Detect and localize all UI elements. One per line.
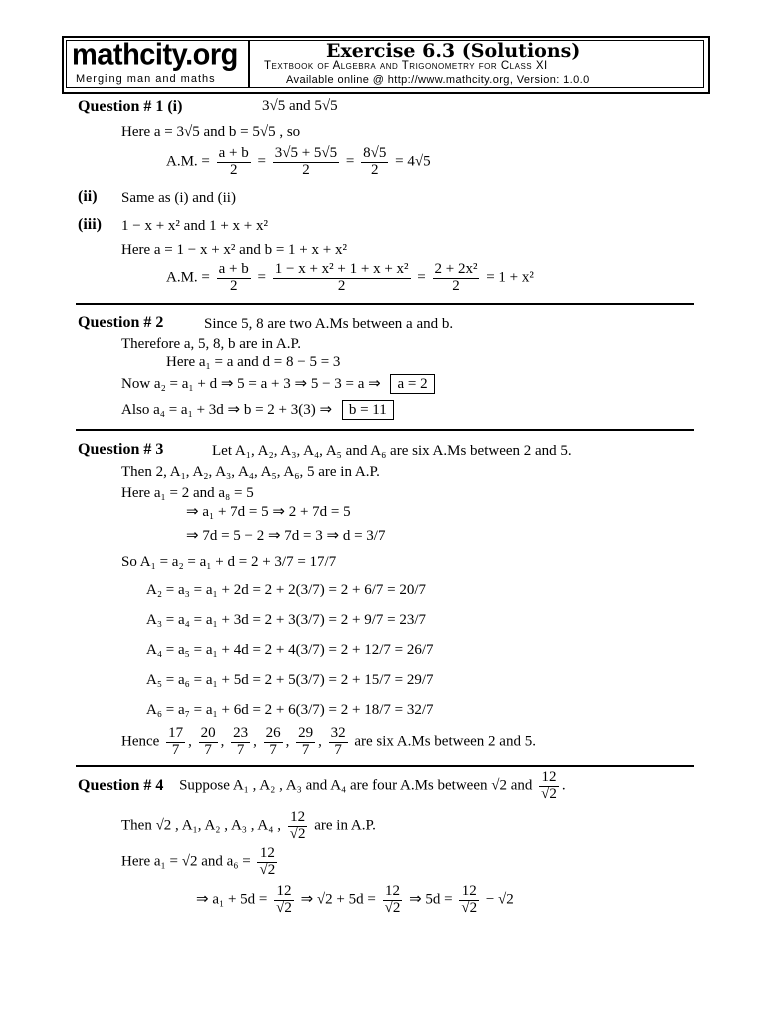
- q2-line-4: [121, 376, 435, 393]
- numerator: a + b: [218, 261, 249, 277]
- q2-also-text: Also a₄ = a₁ + 3d ⇒ b = 2 + 3(3) ⇒: [121, 402, 333, 418]
- fraction: [264, 726, 283, 759]
- numerator: a + b: [218, 145, 249, 161]
- numerator: 12: [288, 810, 308, 827]
- numerator: 12: [274, 884, 294, 901]
- am-label: A.M. =: [166, 269, 210, 286]
- q3-line-4: ⇒ a₁ + 7d = 5 ⇒ 2 + 7d = 5: [186, 504, 351, 520]
- fraction: [273, 146, 339, 179]
- q3-line-8: A₃ = a₄ = a₁ + 3d = 2 + 3(3/7) = 2 + 9/7 = 23/7: [146, 612, 427, 628]
- fraction: [166, 726, 185, 759]
- part-ii-label: (ii): [78, 188, 98, 205]
- q4-step-b: ⇒ √2 + 5d =: [300, 891, 376, 908]
- fraction: [361, 146, 388, 179]
- question-1-label: Question # 1 (i): [78, 98, 183, 115]
- answer-box-b: b = 11: [342, 400, 394, 420]
- q1-given: 3√5 and 5√5: [262, 98, 338, 114]
- q1-here: Here a = 3√5 and b = 5√5 , so: [121, 124, 301, 140]
- part-iii-text: 1 − x + x² and 1 + x + x²: [121, 218, 268, 234]
- denominator: 2: [302, 161, 310, 178]
- section-divider: [76, 429, 694, 431]
- fraction: [273, 262, 411, 295]
- denominator: 2: [229, 277, 238, 294]
- section-divider: [76, 303, 694, 305]
- question-3-label: Question # 3: [78, 441, 164, 458]
- q4-step-d: − √2: [485, 891, 514, 908]
- q3-line-1: Let A₁, A₂, A₃, A₄, A₅ and A₆ are six A.Ms between 2 and 5.: [212, 443, 572, 459]
- denominator: √2: [289, 825, 306, 842]
- numerator: 23: [233, 725, 249, 741]
- result: = 4√5: [395, 153, 431, 170]
- q3-line-9: A₄ = a₅ = a₁ + 4d = 2 + 4(3/7) = 2 + 12/7 = 26/7: [146, 642, 434, 658]
- numerator: 8√5: [363, 145, 387, 161]
- fraction: [257, 846, 277, 879]
- hence-tail: are six A.Ms between 2 and 5.: [354, 733, 536, 750]
- fraction: [199, 726, 218, 759]
- denominator: 2: [229, 161, 238, 178]
- fraction: [296, 726, 315, 759]
- q4-then-text: Then √2 , A₁, A₂ , A₃ , A₄ ,: [121, 817, 281, 834]
- fraction: [217, 262, 251, 295]
- question-4-label: Question # 4: [78, 776, 164, 794]
- numerator: 2 + 2x²: [434, 261, 478, 277]
- numerator: 3√5 + 5√5: [274, 145, 338, 161]
- numerator: 12: [539, 770, 559, 787]
- q3-hence-line: Hence $\frac{17}{7}$ , $\frac{20}{7}$ , $\frac{23}{7}$ , $\frac{26}{7}$ , $\frac{29}{7}$ , $\frac{32}{7}$ are six A.Ms between 2 and 5.: [121, 725, 536, 758]
- q3-line-10: A₅ = a₆ = a₁ + 5d = 2 + 5(3/7) = 2 + 15/7 = 29/7: [146, 672, 434, 688]
- q1-am-equation: A.M. = $\frac{a + b}{2}$ = $\frac{3√5 + 5√5}{2}$ = $\frac{8√5}{2}$ = 4√5: [166, 145, 431, 178]
- part-iii-label: (iii): [78, 216, 102, 233]
- fraction: [329, 726, 348, 759]
- numerator: 29: [298, 725, 314, 741]
- numerator: 12: [383, 884, 403, 901]
- q4-ap-text: are in A.P.: [314, 817, 376, 834]
- denominator: 2: [371, 161, 379, 178]
- denominator: 2: [337, 277, 346, 294]
- q2-now-text: Now a₂ = a₁ + d ⇒ 5 = a + 3 ⇒ 5 − 3 = a ⇒: [121, 376, 381, 392]
- q3-line-6: So A₁ = a₂ = a₁ + d = 2 + 3/7 = 17/7: [121, 554, 337, 570]
- numerator: 12: [459, 884, 479, 901]
- q4-suppose-text: Suppose A₁ , A₂ , A₃ and A₄ are four A.Ms between √2 and: [179, 777, 533, 794]
- fraction: [217, 146, 251, 179]
- q3-line-2: Then 2, A₁, A₂, A₃, A₄, A₅, A₆, 5 are in A.P.: [121, 464, 380, 480]
- numerator: 32: [330, 725, 346, 741]
- section-divider: [76, 765, 694, 767]
- part-ii-text: Same as (i) and (ii): [121, 190, 236, 206]
- q2-line-2: Therefore a, 5, 8, b are in A.P.: [121, 336, 301, 352]
- header-divider: [248, 40, 250, 88]
- numerator: 20: [200, 725, 216, 741]
- q3-line-11: A₆ = a₇ = a₁ + 6d = 2 + 6(3/7) = 2 + 18/7 = 32/7: [146, 702, 434, 718]
- denominator: 7: [334, 741, 342, 758]
- numerator: 17: [168, 725, 184, 741]
- fraction: [274, 884, 294, 917]
- fraction: [383, 884, 403, 917]
- q3-line-3: Here a₁ = 2 and a₈ = 5: [121, 485, 254, 501]
- q3-line-7: A₂ = a₃ = a₁ + 2d = 2 + 2(3/7) = 2 + 6/7 = 20/7: [146, 582, 427, 598]
- q4-here-text: Here a₁ = √2 and a₆ =: [121, 853, 251, 870]
- hence-label: Hence: [121, 733, 160, 750]
- denominator: √2: [541, 785, 557, 802]
- denominator: 7: [301, 741, 310, 758]
- availability-line: Available online @ http://www.mathcity.org, Version: 1.0.0: [286, 74, 590, 86]
- q4-line-4: [196, 884, 514, 917]
- q2-line-1: Since 5, 8 are two A.Ms between a and b.: [204, 316, 454, 332]
- denominator: √2: [461, 899, 478, 916]
- numerator: 26: [265, 725, 281, 741]
- q2-line-3: Here a₁ = a and d = 8 − 5 = 3: [166, 354, 341, 370]
- denominator: 7: [236, 741, 245, 758]
- page-subtitle: Textbook of Algebra and Trigonometry for Class XI: [264, 60, 548, 72]
- numerator: 12: [257, 846, 277, 863]
- question-2-label: Question # 2: [78, 314, 164, 331]
- q2-line-5: [121, 402, 394, 419]
- denominator: 7: [204, 741, 212, 758]
- fraction: [231, 726, 250, 759]
- q4-line-2: [121, 810, 376, 843]
- numerator: 1 − x + x² + 1 + x + x²: [274, 261, 409, 277]
- fraction: [459, 884, 479, 917]
- site-logo: mathcity.org: [72, 38, 238, 72]
- page-title: Exercise 6.3 (Solutions): [326, 40, 581, 62]
- part-iii-am-equation: A.M. = $\frac{a + b}{2}$ = $\frac{\text{1 − x + x² + 1 + x + x²}}{2}$ = $\frac{\text{2 + 2x²}}{2}$ = 1 + x²: [166, 261, 534, 294]
- q4-step-c: ⇒ 5d =: [409, 891, 453, 908]
- denominator: 2: [452, 277, 460, 294]
- denominator: √2: [259, 861, 276, 878]
- am-label: A.M. =: [166, 153, 210, 170]
- denominator: √2: [384, 899, 401, 916]
- q3-line-5: ⇒ 7d = 5 − 2 ⇒ 7d = 3 ⇒ d = 3/7: [186, 528, 386, 544]
- q4-step-a: ⇒ a₁ + 5d =: [196, 891, 268, 908]
- answer-box-a: a = 2: [390, 374, 434, 394]
- fraction: [433, 262, 480, 295]
- q4-line-3: [121, 846, 280, 879]
- denominator: 7: [171, 741, 180, 758]
- denominator: √2: [276, 899, 292, 916]
- denominator: 7: [269, 741, 277, 758]
- q4-line-1: Question # 4 Suppose A₁ , A₂ , A₃ and A₄ are four A.Ms between √2 and $\frac{12}{√2}$ .: [78, 769, 566, 802]
- result: = 1 + x²: [486, 269, 534, 286]
- fraction: [539, 770, 559, 803]
- part-iii-here: Here a = 1 − x + x² and b = 1 + x + x²: [121, 242, 347, 258]
- site-tagline: Merging man and maths: [76, 73, 216, 85]
- fraction: [288, 810, 308, 843]
